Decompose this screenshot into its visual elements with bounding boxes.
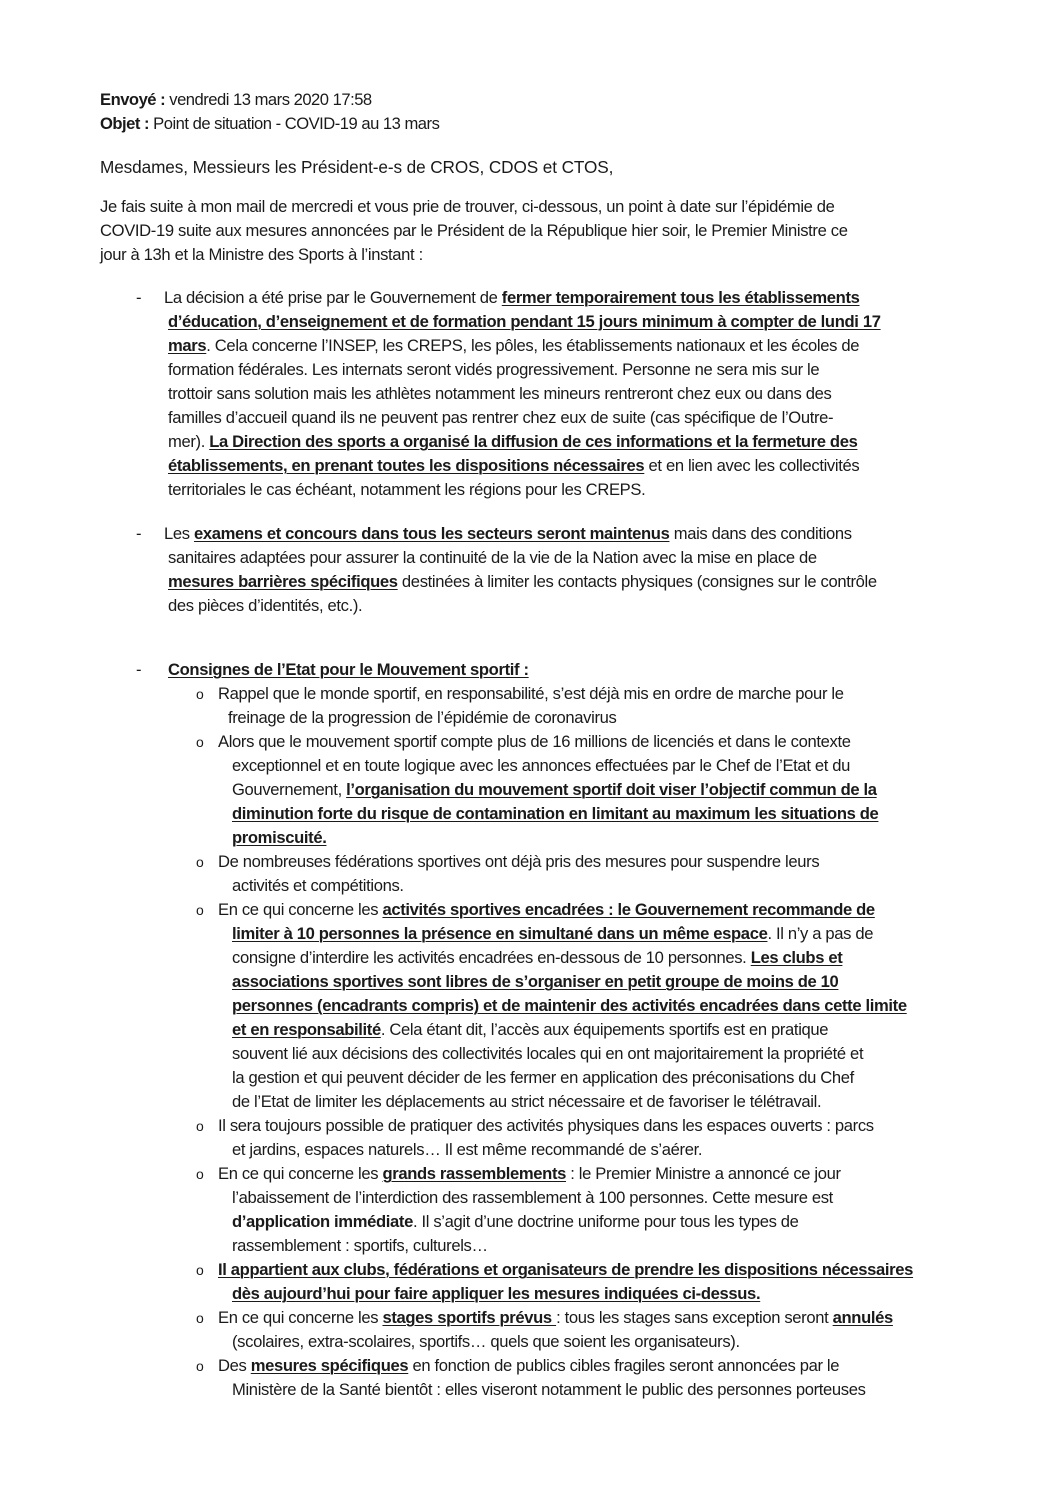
circle-bullet: o — [196, 734, 204, 750]
s7-line: Il appartient aux clubs, fédérations et organisateurs de prendre les dispositions nécessaires — [218, 1260, 914, 1279]
s4-line: souvent lié aux décisions des collectivités locales qui en ont majoritairement la propriété et — [232, 1044, 864, 1063]
salutation: Mesdames, Messieurs les Président-e-s de CROS, CDOS et CTOS, — [100, 157, 614, 177]
dash-bullet: - — [136, 660, 142, 679]
circle-bullet: o — [196, 1310, 204, 1326]
s9-line: Des mesures spécifiques en fonction de publics cibles fragiles seront annoncées par le — [218, 1356, 840, 1375]
circle-bullet: o — [196, 1118, 204, 1134]
sent-label: Envoyé : — [100, 90, 166, 109]
subject-line — [100, 112, 439, 136]
s2-line: Alors que le mouvement sportif compte plus de 16 millions de licenciés et dans le contexte — [218, 732, 851, 751]
s9-line: Ministère de la Santé bientôt : elles viseront notamment le public des personnes porteuses — [232, 1380, 866, 1399]
s3-line: De nombreuses fédérations sportives ont déjà pris des mesures pour suspendre leurs — [218, 852, 820, 871]
s5-line: et jardins, espaces naturels… Il est même recommandé de s’aérer. — [232, 1140, 703, 1159]
dash-bullet: - — [136, 288, 142, 307]
s4-line: la gestion et qui peuvent décider de les fermer en application des préconisations du Chef — [232, 1068, 854, 1087]
b1-line: mars. Cela concerne l’INSEP, les CREPS, les pôles, les établissements nationaux et les écoles de — [168, 336, 860, 355]
s2-line: Gouvernement, l’organisation du mouvement sportif doit viser l’objectif commun de la — [232, 780, 877, 799]
s6-line: En ce qui concerne les grands rassemblements : le Premier Ministre a annoncé ce jour — [218, 1164, 841, 1183]
b1-line: mer). La Direction des sports a organisé la diffusion de ces informations et la fermeture des — [168, 432, 858, 451]
b2-line: sanitaires adaptées pour assurer la continuité de la vie de la Nation avec la mise en place de — [168, 548, 817, 567]
s2-line: diminution forte du risque de contamination en limitant au maximum les situations de — [232, 804, 879, 823]
s4-line: de l’Etat de limiter les déplacements au strict nécessaire et de favoriser le télétravail. — [232, 1092, 822, 1111]
b1-line: trottoir sans solution mais les athlètes notamment les mineurs rentreront chez eux ou dans des — [168, 384, 832, 403]
s6-line: d’application immédiate. Il s’agit d’une doctrine uniforme pour tous les types de — [232, 1212, 799, 1231]
intro-line: COVID-19 suite aux mesures annoncées par le Président de la République hier soir, le Premier Ministre ce — [100, 221, 848, 240]
s7-line: dès aujourd’hui pour faire appliquer les mesures indiquées ci-dessus. — [232, 1284, 761, 1303]
s8-line: En ce qui concerne les stages sportifs prévus : tous les stages sans exception seront annulés — [218, 1308, 893, 1327]
b1-line: formation fédérales. Les internats seront vidés progressivement. Personne ne sera mis sur le — [168, 360, 820, 379]
section-title-consignes: Consignes de l’Etat pour le Mouvement sportif : — [168, 660, 529, 679]
dash-bullet: - — [136, 524, 142, 543]
s2-line: promiscuité. — [232, 828, 327, 847]
s6-line: l’abaissement de l’interdiction des rassemblement à 100 personnes. Cette mesure est — [232, 1188, 833, 1207]
b2-line: mesures barrières spécifiques destinées à limiter les contacts physiques (consignes sur le contrôle — [168, 572, 877, 591]
s6-line: rassemblement : sportifs, culturels… — [232, 1236, 488, 1255]
s5-line: Il sera toujours possible de pratiquer des activités physiques dans les espaces ouverts : parcs — [218, 1116, 874, 1135]
circle-bullet: o — [196, 686, 204, 702]
s3-line: activités et compétitions. — [232, 876, 404, 895]
b1-line: La décision a été prise par le Gouvernement de fermer temporairement tous les établissements — [164, 288, 860, 307]
circle-bullet: o — [196, 1166, 204, 1182]
b1-line: territoriales le cas échéant, notamment les régions pour les CREPS. — [168, 480, 646, 499]
sent-line — [100, 88, 372, 112]
emphasis-closure: fermer temporairement tous les établissements — [501, 288, 860, 307]
s2-line: exceptionnel et en toute logique avec les annonces effectuées par le Chef de l’Etat et du — [232, 756, 850, 775]
s1-line: Rappel que le monde sportif, en responsabilité, s’est déjà mis en ordre de marche pour le — [218, 684, 844, 703]
s1-line: freinage de la progression de l’épidémie de coronavirus — [228, 708, 617, 727]
subject-value: Point de situation - COVID-19 au 13 mars — [149, 114, 440, 133]
s4-line: limiter à 10 personnes la présence en simultané dans un même espace. Il n’y a pas de — [232, 924, 874, 943]
s4-line: En ce qui concerne les activités sportives encadrées : le Gouvernement recommande de — [218, 900, 875, 919]
b1-line: établissements, en prenant toutes les dispositions nécessaires et en lien avec les collectivités — [168, 456, 860, 475]
emphasis-exams: examens et concours dans tous les secteurs seront maintenus — [193, 524, 670, 543]
b2-line: Les examens et concours dans tous les secteurs seront maintenus mais dans des conditions — [164, 524, 852, 543]
s4-line: personnes (encadrants compris) et de maintenir des activités encadrées dans cette limite — [232, 996, 907, 1015]
circle-bullet: o — [196, 1358, 204, 1374]
circle-bullet: o — [196, 902, 204, 918]
b1-line: d’éducation, d’enseignement et de formation pendant 15 jours minimum à compter de lundi 17 — [168, 312, 881, 331]
circle-bullet: o — [196, 1262, 204, 1278]
subject-label: Objet : — [100, 114, 150, 133]
intro-line: Je fais suite à mon mail de mercredi et vous prie de trouver, ci-dessous, un point à date sur l’épidémie de — [100, 197, 835, 216]
s8-line: (scolaires, extra-scolaires, sportifs… quels que soient les organisateurs). — [232, 1332, 740, 1351]
b1-line: familles d’accueil quand ils ne peuvent pas rentrer chez eux de suite (cas spécifique de l’Outre- — [168, 408, 834, 427]
intro-line: jour à 13h et la Ministre des Sports à l’instant : — [100, 245, 423, 264]
b2-line: des pièces d’identités, etc.). — [168, 596, 363, 615]
s4-line: associations sportives sont libres de s’organiser en petit groupe de moins de 10 — [232, 972, 839, 991]
circle-bullet: o — [196, 854, 204, 870]
s4-line: consigne d’interdire les activités encadrées en-dessous de 10 personnes. Les clubs et — [232, 948, 843, 967]
emphasis-direction: La Direction des sports a organisé la diffusion de ces informations et la fermeture des — [209, 432, 858, 451]
s4-line: et en responsabilité. Cela étant dit, l’accès aux équipements sportifs est en pratique — [232, 1020, 829, 1039]
sent-value: vendredi 13 mars 2020 17:58 — [165, 90, 372, 109]
